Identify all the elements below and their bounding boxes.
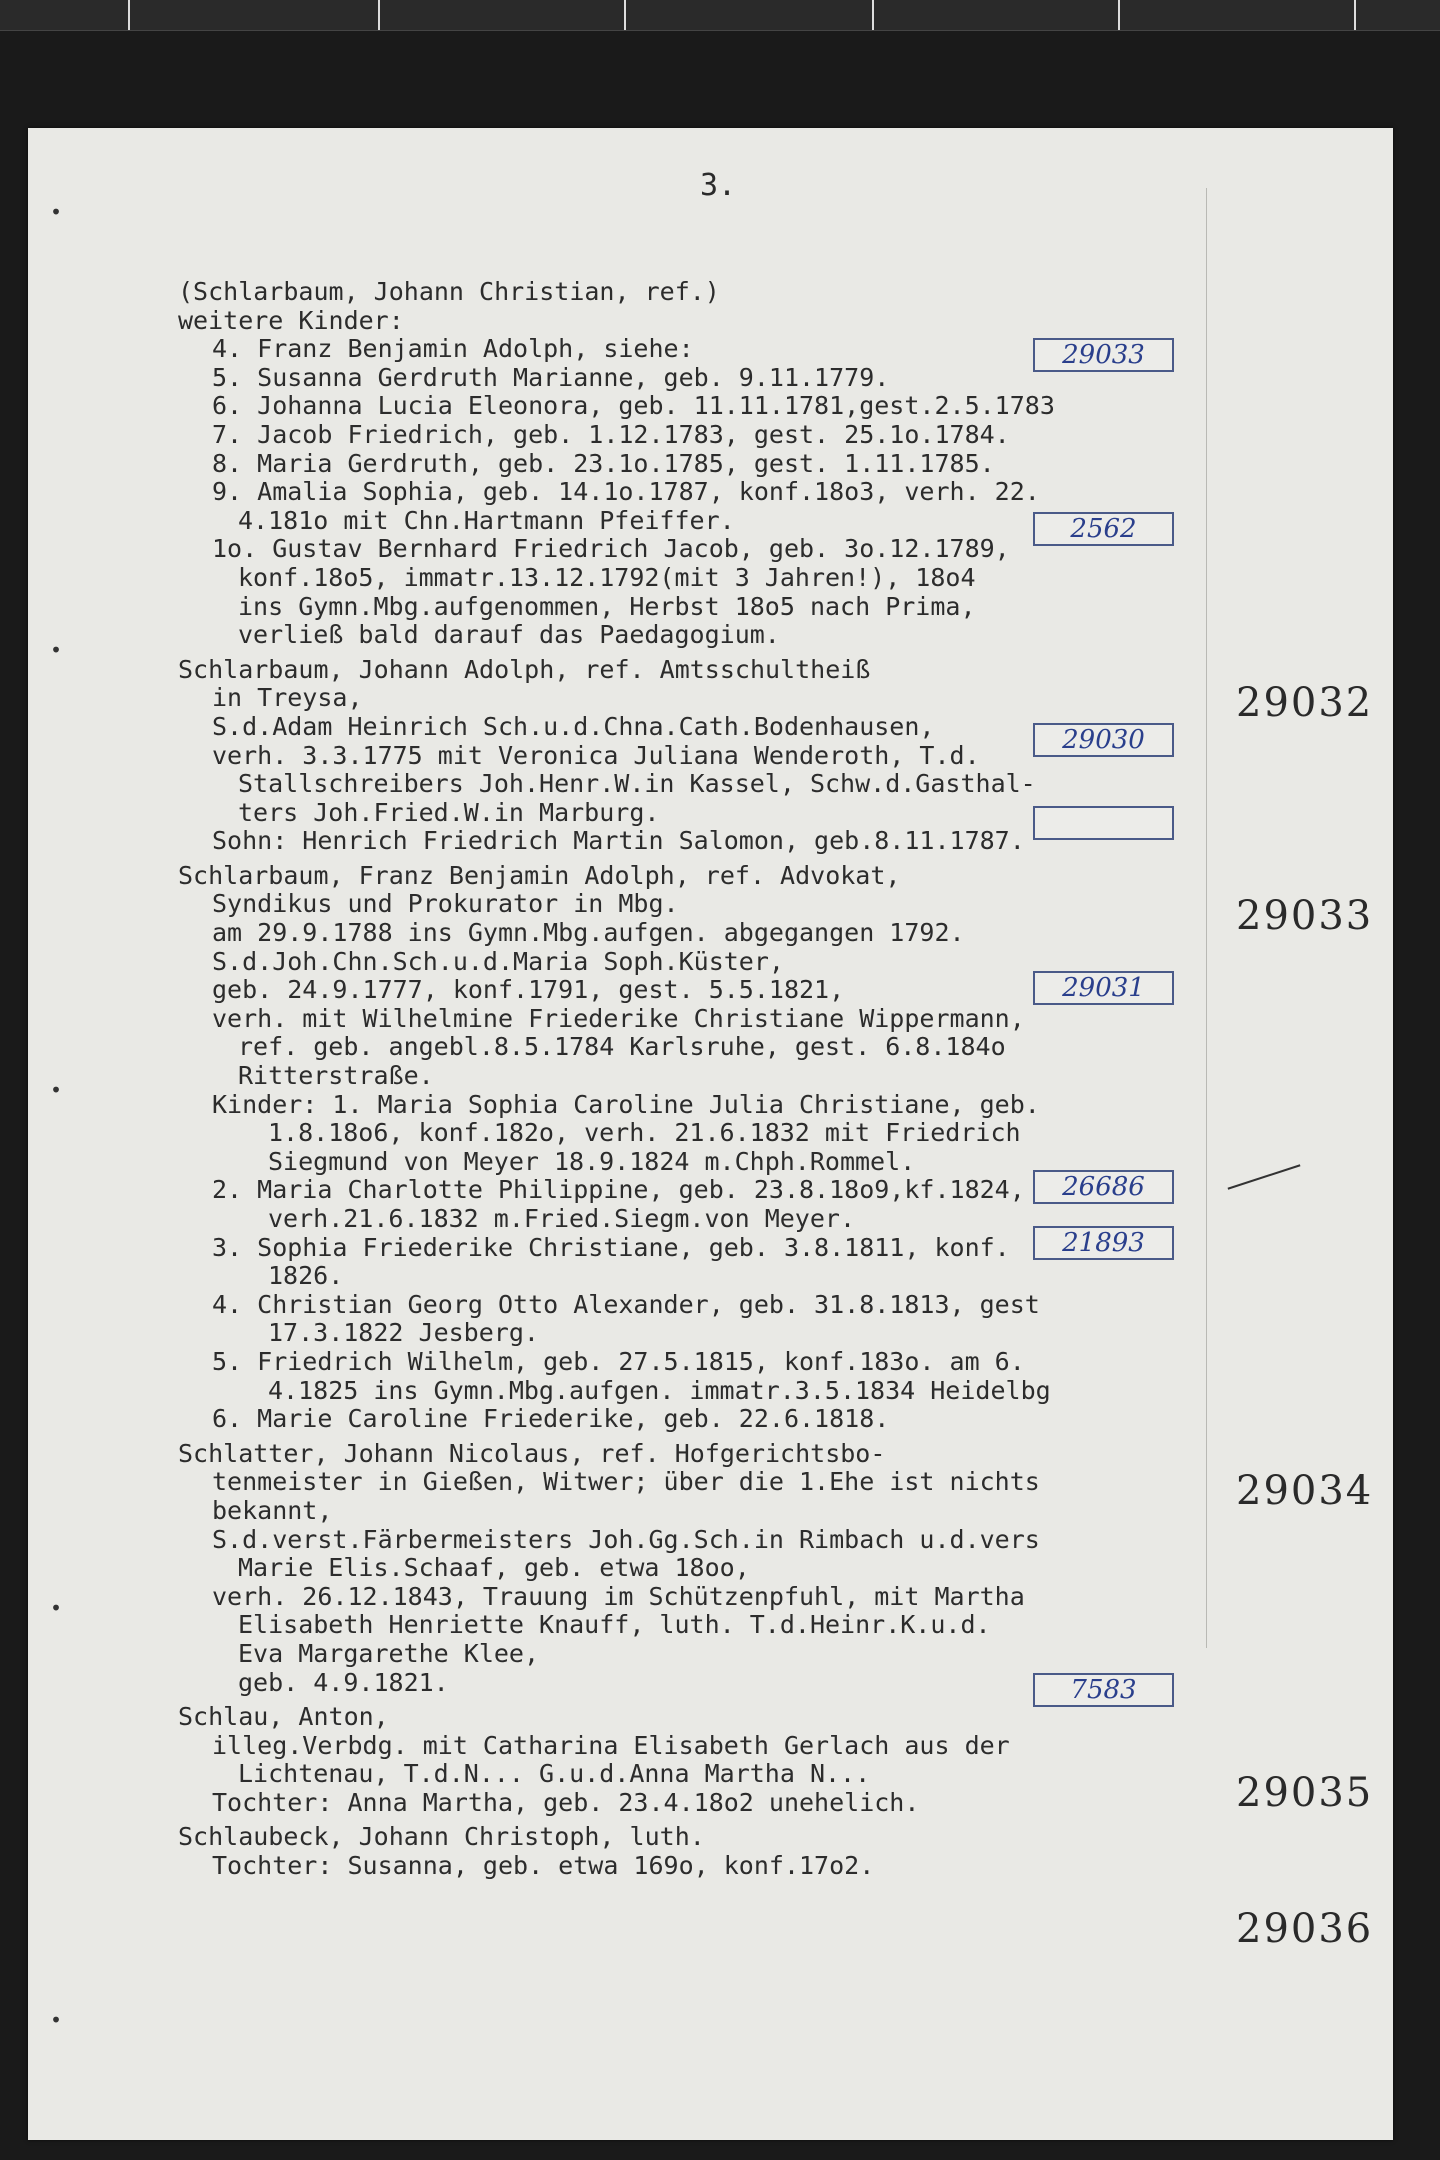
film-tick [872,0,874,30]
handwritten-box-number: 2562 [1033,512,1174,546]
text-line: 1.8.18o6, konf.182o, verh. 21.6.1832 mit Friedrich [268,1118,1021,1148]
page-number: 3. [700,168,737,203]
text-line: am 29.9.1788 ins Gymn.Mbg.aufgen. abgegangen 1792. [212,918,965,948]
text-line: Sohn: Henrich Friedrich Martin Salomon, geb.8.11.1787. [212,826,1025,856]
text-line: ins Gymn.Mbg.aufgenommen, Herbst 18o5 nach Prima, [238,591,976,621]
entry-reference-number: 29034 [1236,1468,1374,1514]
text-line: Tochter: Susanna, geb. etwa 169o, konf.17o2. [212,1851,875,1881]
text-line: verh. mit Wilhelmine Friederike Christiane Wippermann, [212,1003,1025,1033]
text-line: 17.3.1822 Jesberg. [268,1318,539,1348]
film-strip-edge [0,0,1440,31]
handwritten-box-number: 29030 [1033,723,1174,757]
text-line: 6. Johanna Lucia Eleonora, geb. 11.11.1781,gest.2.5.1783 [212,391,1055,421]
film-tick [378,0,380,30]
text-line: Schlaubeck, Johann Christoph, luth. [178,1822,705,1852]
entry-reference-number: 29036 [1236,1906,1374,1952]
text-line: verh.21.6.1832 m.Fried.Siegm.von Meyer. [268,1204,855,1233]
text-line: Tochter: Anna Martha, geb. 23.4.18o2 unehelich. [212,1787,920,1817]
text-line: illeg.Verbdg. mit Catharina Elisabeth Gerlach aus der [212,1730,1010,1760]
text-line: Kinder: 1. Maria Sophia Caroline Julia Christiane, geb. [212,1089,1040,1119]
entry-reference-number: 29033 [1236,893,1374,939]
text-line: Schlatter, Johann Nicolaus, ref. Hofgerichtsbo- [178,1438,886,1468]
text-line: 4.181o mit Chn.Hartmann Pfeiffer. [238,505,735,535]
text-line: Schlarbaum, Johann Adolph, ref. Amtsschultheiß [178,654,871,684]
text-line: verh. 26.12.1843, Trauung im Schützenpfuhl, mit Martha [212,1581,1025,1611]
handwritten-box-number: 29031 [1033,971,1174,1005]
handwritten-box-empty [1033,806,1174,840]
text-line: Syndikus und Prokurator in Mbg. [212,889,679,919]
handwritten-box-number: 21893 [1033,1226,1174,1260]
typed-text-body [178,278,1055,1881]
text-line: Schlarbaum, Franz Benjamin Adolph, ref. Advokat, [178,860,901,890]
text-line: 3. Sophia Friederike Christiane, geb. 3.8.1811, konf. [212,1232,1010,1262]
film-tick [1118,0,1120,30]
text-line: 8. Maria Gerdruth, geb. 23.1o.1785, gest. 1.11.1785. [212,448,995,478]
punch-hole-mark: • [50,638,63,662]
handwritten-box-number: 29033 [1033,338,1174,372]
text-line: Eva Margarethe Klee, [238,1638,540,1668]
text-line: verh. 3.3.1775 mit Veronica Juliana Wenderoth, T.d. [212,740,980,770]
punch-hole-mark: • [50,2008,63,2032]
text-line: 6. Marie Caroline Friederike, geb. 22.6.1818. [212,1404,890,1434]
punch-hole-mark: • [50,1078,63,1102]
text-line: tenmeister in Gießen, Witwer; über die 1.Ehe ist nichts [212,1467,1040,1497]
text-line: in Treysa, [212,683,363,713]
text-line: 5. Susanna Gerdruth Marianne, geb. 9.11.1779. [212,362,890,392]
text-line: Elisabeth Henriette Knauff, luth. T.d.Heinr.K.u.d. [238,1610,991,1640]
text-line: 1o. Gustav Bernhard Friedrich Jacob, geb. 3o.12.1789, [212,534,1010,564]
text-line: ters Joh.Fried.W.in Marburg. [238,797,660,827]
entry-reference-number: 29035 [1236,1770,1374,1816]
text-line: 2. Maria Charlotte Philippine, geb. 23.8.18o9,kf.1824, [212,1175,1025,1205]
text-line: 4. Franz Benjamin Adolph, siehe: [212,334,694,364]
text-line: Ritterstraße. [238,1061,434,1091]
text-line: verließ bald darauf das Paedagogium. [238,620,780,650]
punch-hole-mark: • [50,1596,63,1620]
text-line: bekannt, [212,1495,333,1525]
text-line: 4. Christian Georg Otto Alexander, geb. 31.8.1813, gest [212,1289,1040,1319]
text-line: Marie Elis.Schaaf, geb. etwa 18oo, [238,1553,750,1583]
margin-line [1206,188,1207,1648]
document-page [28,128,1393,2140]
text-line: 5. Friedrich Wilhelm, geb. 27.5.1815, konf.183o. am 6. [212,1346,1025,1376]
text-line: S.d.Joh.Chn.Sch.u.d.Maria Soph.Küster, [212,946,784,976]
text-line: S.d.Adam Heinrich Sch.u.d.Chna.Cath.Bodenhausen, [212,711,935,741]
text-line: Schlau, Anton, [178,1702,389,1732]
text-line: (Schlarbaum, Johann Christian, ref.) [178,277,720,306]
text-line: 7. Jacob Friedrich, geb. 1.12.1783, gest. 25.1o.1784. [212,419,1010,449]
text-line: konf.18o5, immatr.13.12.1792(mit 3 Jahren!), 18o4 [238,562,976,592]
pencil-mark [1228,1164,1301,1189]
text-line: geb. 4.9.1821. [238,1667,449,1697]
text-line: Siegmund von Meyer 18.9.1824 m.Chph.Rommel. [268,1146,916,1176]
film-tick [1354,0,1356,30]
entry-reference-number: 29032 [1236,680,1374,726]
text-line: weitere Kinder: [178,305,404,335]
handwritten-box-number: 7583 [1033,1673,1174,1707]
film-tick [624,0,626,30]
text-line: 9. Amalia Sophia, geb. 14.1o.1787, konf.18o3, verh. 22. [212,477,1040,507]
text-line: S.d.verst.Färbermeisters Joh.Gg.Sch.in Rimbach u.d.vers [212,1524,1040,1554]
text-line: geb. 24.9.1777, konf.1791, gest. 5.5.1821, [212,975,845,1005]
punch-hole-mark: • [50,200,63,224]
film-tick [128,0,130,30]
text-line: 1826. [268,1261,344,1291]
text-line: Lichtenau, T.d.N... G.u.d.Anna Martha N... [238,1759,871,1789]
text-line: Stallschreibers Joh.Henr.W.in Kassel, Schw.d.Gasthal- [238,769,1036,799]
text-line: 4.1825 ins Gymn.Mbg.aufgen. immatr.3.5.1834 Heidelbg [268,1375,1051,1405]
handwritten-box-number: 26686 [1033,1170,1174,1204]
text-line: ref. geb. angebl.8.5.1784 Karlsruhe, gest. 6.8.184o [238,1032,1006,1062]
